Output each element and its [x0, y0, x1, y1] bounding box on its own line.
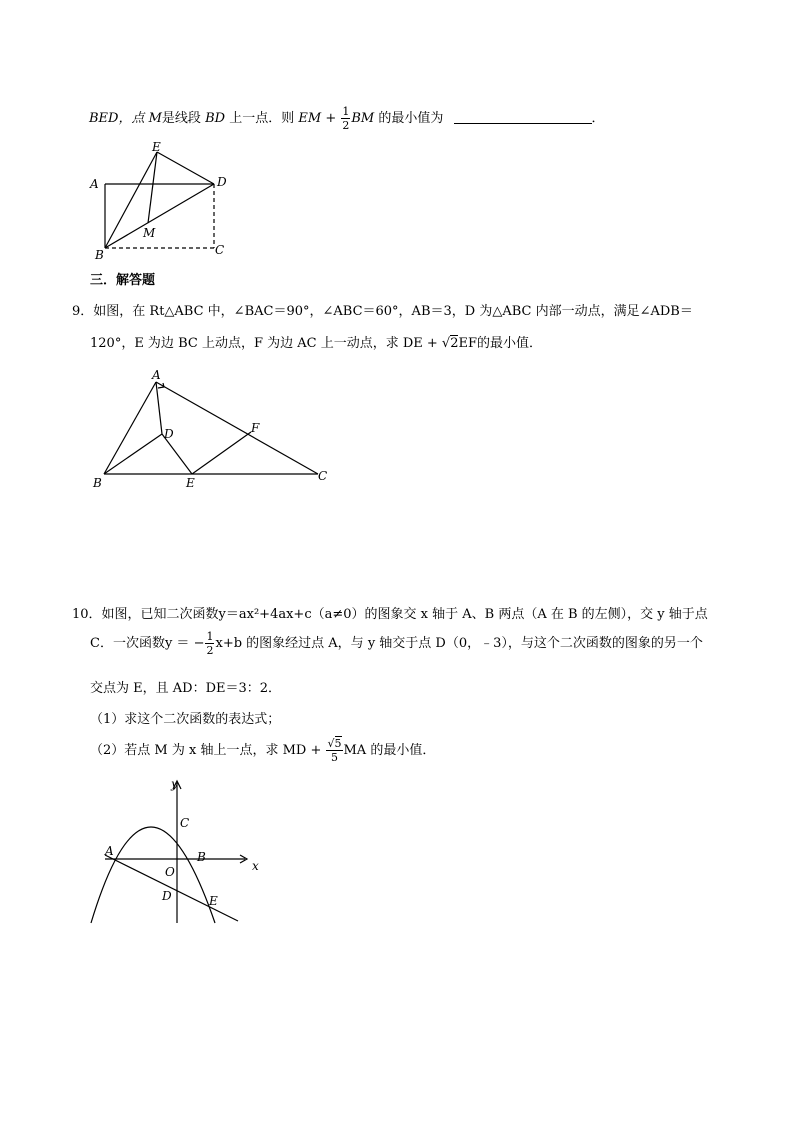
- q10-figure: [85, 775, 275, 930]
- q8-label-d: D: [217, 175, 227, 189]
- q10-frac-num: 1: [206, 630, 214, 643]
- q9-figure: [88, 366, 338, 496]
- q8-plus: +: [325, 111, 337, 126]
- q9-seg-ab: [104, 382, 156, 474]
- q10-label-y: y: [171, 777, 178, 791]
- q10-label-a: A: [105, 844, 114, 858]
- q10-sub2-b: MA 的最小值．: [343, 743, 436, 758]
- q9-line2: [90, 332, 542, 351]
- q10-minus: −: [193, 636, 205, 651]
- q8-seg-bd: [105, 184, 214, 248]
- q8-seg-em: [148, 152, 157, 223]
- q10-label-d: D: [162, 889, 172, 903]
- q9-seg-ad: [156, 382, 162, 434]
- q9-line1: 9．如图，在 Rt△ABC 中，∠BAC＝90°，∠ABC＝60°，AB＝3，D 为△ABC 内部一动点，满足∠ADB＝: [72, 304, 693, 319]
- q10-line2: [90, 631, 703, 656]
- q9-label-a: A: [152, 368, 161, 382]
- q10-label-e: E: [209, 894, 218, 908]
- q8-label-e: E: [152, 140, 161, 154]
- q10-sub2-a: （2）若点 M 为 x 轴上一点，求 MD +: [90, 743, 322, 758]
- q10-line1: 10．如图，已知二次函数y＝ax²+4ax+c（a≠0）的图象交 x 轴于 A、B 两点（A 在 B 的左侧），交 y 轴于点: [72, 607, 708, 622]
- q8-em: EM: [298, 111, 322, 126]
- q9-label-f: F: [251, 421, 260, 435]
- q8-label-c: C: [215, 243, 225, 257]
- q10-sub1: （1）求这个二次函数的表达式；: [90, 712, 281, 727]
- q9-sqrt-val: 2: [450, 336, 459, 351]
- q10-line2-a: C．一次函数y ＝: [90, 636, 190, 651]
- q10-label-x: x: [252, 859, 259, 873]
- q9-label-c: C: [318, 469, 328, 483]
- q10-label-b: B: [197, 850, 206, 864]
- section-title: 三．解答题: [90, 273, 156, 288]
- q8-text-c: 上一点．则: [229, 111, 295, 126]
- q10-sub2: [90, 738, 435, 763]
- q8-m: M: [148, 111, 162, 126]
- q8-frac-num: 1: [342, 105, 350, 118]
- sqrt-icon: √: [327, 737, 335, 750]
- q10-frac-den2: 5: [330, 751, 338, 764]
- q8-label-b: B: [95, 248, 104, 262]
- q8-label-a: A: [90, 177, 99, 191]
- q8-text-a: BED，点: [89, 111, 145, 126]
- q9-seg-bd: [104, 434, 162, 474]
- q8-figure: [80, 140, 240, 265]
- q9-label-d: D: [164, 427, 174, 441]
- q9-line2-a: 120°，E 为边 BC 上动点，F 为边 AC 上一动点，求 DE +: [90, 336, 438, 351]
- q8-label-m: M: [143, 226, 156, 240]
- q8-bd: BD: [205, 111, 226, 126]
- q10-fraction: [205, 631, 214, 656]
- q8-fraction: [341, 106, 350, 131]
- q10-frac-den: 2: [206, 644, 214, 657]
- q10-label-o: O: [165, 865, 175, 879]
- q10-line3: 交点为 E，且 AD：DE＝3：2．: [90, 681, 282, 696]
- q9-label-b: B: [93, 476, 102, 490]
- q9-sqrt: [442, 336, 459, 351]
- q9-seg-ef: [192, 432, 251, 474]
- q8-frac-den: 2: [342, 119, 350, 132]
- q9-label-e: E: [186, 476, 195, 490]
- q8-text-d: 的最小值为: [378, 111, 444, 126]
- sqrt-icon: √: [441, 336, 451, 351]
- q8-end: ．: [591, 111, 605, 126]
- q8-bm: BM: [351, 111, 375, 126]
- q10-sqrt-fraction: [326, 738, 342, 763]
- q10-sqrt-val: 5: [334, 737, 342, 750]
- q10-parabola: [91, 827, 215, 923]
- q9-line2-b: EF的最小值．: [458, 336, 542, 351]
- q10-line2-b: x+b 的图象经过点 A，与 y 轴交于点 D（0，﹣3），与这个二次函数的图象的另一个: [215, 636, 703, 651]
- q8-text-b: 是线段: [161, 111, 201, 126]
- q8-text-line: [89, 106, 605, 131]
- q9-seg-ac: [156, 382, 318, 474]
- q8-answer-blank[interactable]: [454, 111, 592, 124]
- q8-seg-ed: [157, 152, 214, 184]
- q10-label-c: C: [180, 816, 190, 830]
- q10-sqrt-num: [326, 738, 342, 751]
